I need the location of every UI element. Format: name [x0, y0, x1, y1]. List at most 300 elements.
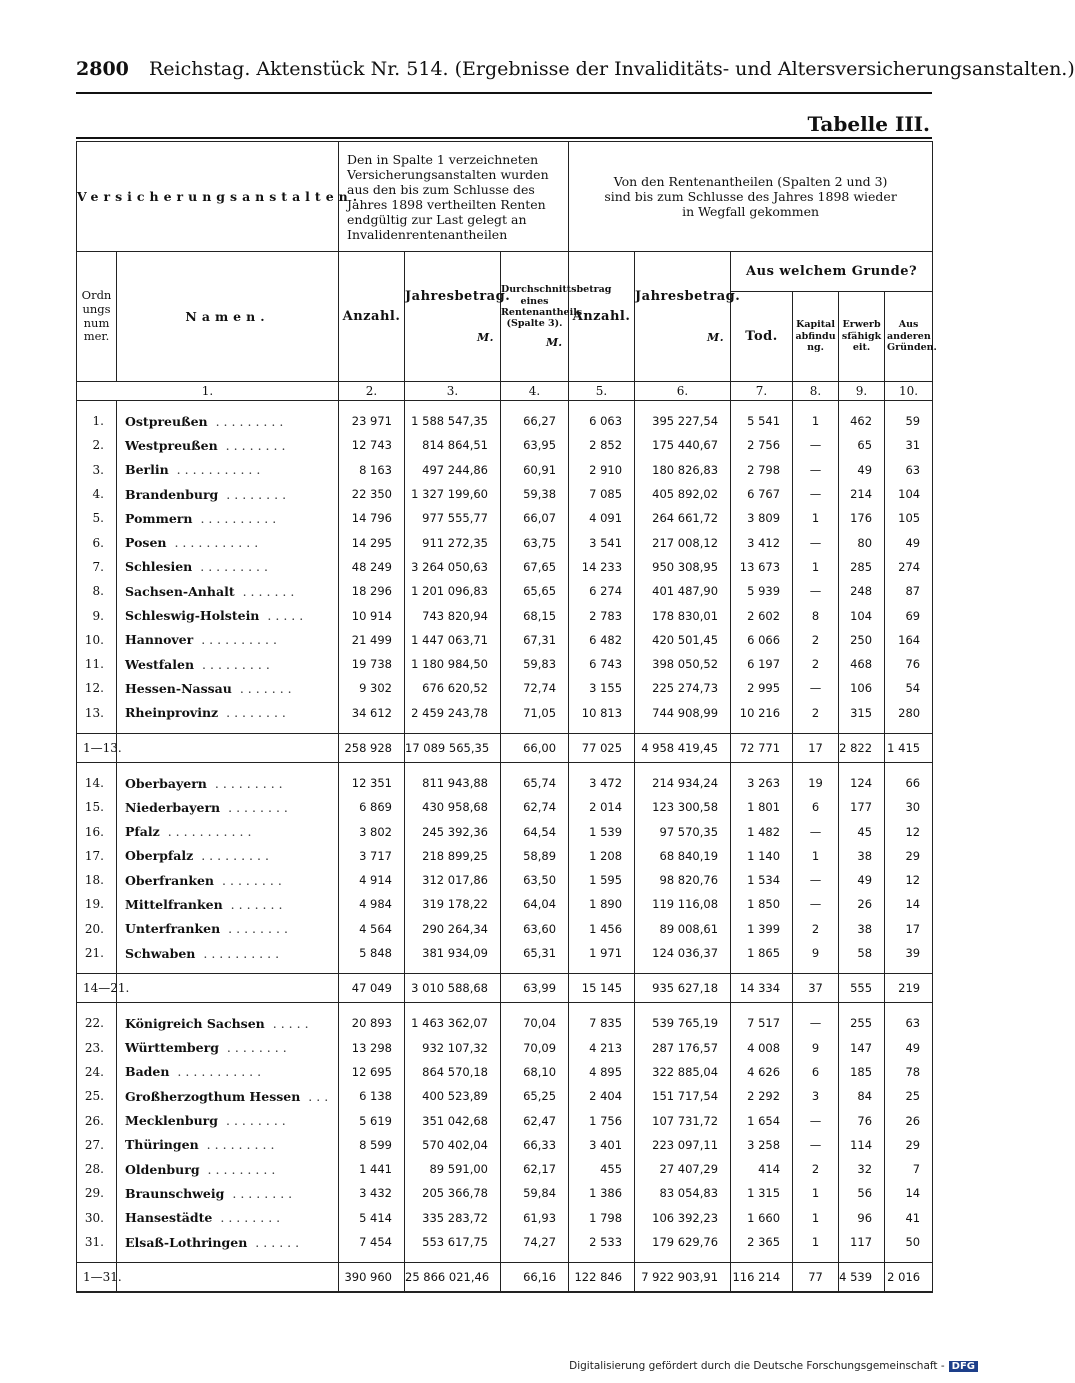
institution-name [117, 555, 339, 579]
cell-anzahl: 12 351 [339, 771, 405, 795]
cell-erwerb: 49 [839, 458, 885, 482]
cell-durchschnitt: 63,95 [501, 433, 569, 457]
subtotal-anzahl: 390 960 [339, 1263, 405, 1293]
subtotal-betrag2: 4 958 419,45 [635, 733, 731, 762]
cell-erwerb: 462 [839, 409, 885, 433]
spacer-cell [839, 965, 885, 974]
subtotal-anzahl2: 77 025 [569, 733, 635, 762]
cell-tod: 1 660 [731, 1206, 793, 1230]
cell-durchschnitt: 67,31 [501, 628, 569, 652]
spacer-cell [569, 965, 635, 974]
spacer-cell [117, 401, 339, 410]
institution-name-text: Unterfranken [125, 921, 221, 937]
cell-erwerb: 117 [839, 1230, 885, 1254]
subtotal-row [77, 1263, 933, 1293]
header-tod: Tod. [731, 292, 793, 382]
header-anzahl-wegfall: Anzahl. [569, 252, 635, 382]
spacer-cell [501, 965, 569, 974]
institution-name-text: Braunschweig [125, 1185, 225, 1201]
institution-name-text: Westpreußen [125, 437, 218, 453]
leader-dots: ........ [217, 437, 290, 453]
leader-dots: ....... [231, 680, 296, 696]
leader-dots: ...... [247, 1234, 304, 1250]
cell-andere: 104 [885, 482, 933, 506]
cell-durchschnitt: 66,33 [501, 1133, 569, 1157]
cell-durchschnitt: 63,75 [501, 530, 569, 554]
cell-betrag2: 178 830,01 [635, 603, 731, 627]
running-head [76, 58, 1075, 88]
table-row [77, 868, 933, 892]
cell-betrag2: 83 054,83 [635, 1181, 731, 1205]
table-row [77, 676, 933, 700]
spacer-cell [569, 401, 635, 410]
subtotal-betrag: 17 089 565,35 [405, 733, 501, 762]
cell-kapital: 19 [793, 771, 839, 795]
cell-durchschnitt: 64,54 [501, 819, 569, 843]
institution-name [117, 819, 339, 843]
spacer-cell [731, 401, 793, 410]
cell-durchschnitt: 65,31 [501, 941, 569, 965]
cell-tod: 2 756 [731, 433, 793, 457]
institution-name [117, 1060, 339, 1084]
cell-anzahl2: 1 208 [569, 844, 635, 868]
cell-kapital: — [793, 892, 839, 916]
spacer-cell [339, 1003, 405, 1012]
spacer-cell [117, 965, 339, 974]
institution-name-text: Oberfranken [125, 872, 215, 888]
cell-tod: 1 482 [731, 819, 793, 843]
cell-andere: 17 [885, 917, 933, 941]
cell-andere: 54 [885, 676, 933, 700]
spacer-cell [501, 762, 569, 771]
leader-dots: ........... [168, 462, 265, 478]
cell-anzahl: 8 599 [339, 1133, 405, 1157]
institution-name-text: Königreich Sachsen [125, 1015, 265, 1031]
spacer-cell [339, 762, 405, 771]
spacer-cell [885, 401, 933, 410]
cell-anzahl2: 3 401 [569, 1133, 635, 1157]
row-number: 22. [77, 1011, 117, 1035]
leader-dots: ........ [218, 1113, 290, 1129]
cell-kapital: 2 [793, 917, 839, 941]
row-number: 24. [77, 1060, 117, 1084]
group-spacer [77, 965, 933, 974]
cell-anzahl: 9 302 [339, 676, 405, 700]
cell-tod: 3 412 [731, 530, 793, 554]
cell-anzahl: 3 432 [339, 1181, 405, 1205]
institution-name-text: Oberpfalz [125, 848, 194, 864]
institution-name-text: Schleswig-Holstein [125, 608, 260, 624]
cell-durchschnitt: 68,15 [501, 603, 569, 627]
spacer-cell [793, 965, 839, 974]
column-number: 5. [569, 382, 635, 401]
cell-andere: 26 [885, 1108, 933, 1132]
row-number: 11. [77, 652, 117, 676]
row-number: 1. [77, 409, 117, 433]
table-row [77, 1060, 933, 1084]
institution-name-text: Westfalen [125, 656, 195, 672]
subtotal-range: 1—13. [77, 733, 117, 762]
row-number: 18. [77, 868, 117, 892]
institution-name [117, 1157, 339, 1181]
cell-betrag: 497 244,86 [405, 458, 501, 482]
subtotal-anzahl2: 15 145 [569, 974, 635, 1003]
cell-anzahl: 6 138 [339, 1084, 405, 1108]
table-row [77, 530, 933, 554]
cell-betrag: 1 447 063,71 [405, 628, 501, 652]
cell-andere: 49 [885, 1036, 933, 1060]
spacer-cell [77, 401, 117, 410]
cell-kapital: — [793, 530, 839, 554]
subtotal-kapital: 37 [793, 974, 839, 1003]
subtotal-anzahl2: 122 846 [569, 1263, 635, 1293]
table-row [77, 482, 933, 506]
cell-anzahl: 5 619 [339, 1108, 405, 1132]
cell-durchschnitt: 65,25 [501, 1084, 569, 1108]
cell-erwerb: 49 [839, 868, 885, 892]
leader-dots: ..... [259, 608, 308, 624]
cell-andere: 12 [885, 868, 933, 892]
institution-name [117, 652, 339, 676]
cell-betrag: 811 943,88 [405, 771, 501, 795]
institution-name-text: Mecklenburg [125, 1113, 219, 1129]
leader-dots: ....... [234, 583, 299, 599]
cell-betrag: 3 264 050,63 [405, 555, 501, 579]
column-number: 8. [793, 382, 839, 401]
cell-kapital: 2 [793, 652, 839, 676]
leader-dots: ..... [264, 1015, 313, 1031]
spacer-cell [793, 762, 839, 771]
row-number: 6. [77, 530, 117, 554]
spacer-cell [405, 725, 501, 734]
spacer-cell [569, 725, 635, 734]
cell-tod: 3 809 [731, 506, 793, 530]
spacer-cell [793, 725, 839, 734]
cell-andere: 12 [885, 819, 933, 843]
cell-andere: 78 [885, 1060, 933, 1084]
cell-betrag2: 405 892,02 [635, 482, 731, 506]
row-number: 12. [77, 676, 117, 700]
institution-name-text: Sachsen-Anhalt [125, 583, 235, 599]
spacer-cell [731, 965, 793, 974]
cell-erwerb: 32 [839, 1157, 885, 1181]
subtotal-name-empty [117, 974, 339, 1003]
cell-anzahl2: 3 472 [569, 771, 635, 795]
spacer-cell [731, 1254, 793, 1263]
group-spacer [77, 1254, 933, 1263]
cell-durchschnitt: 59,38 [501, 482, 569, 506]
cell-tod: 414 [731, 1157, 793, 1181]
institution-name [117, 433, 339, 457]
cell-andere: 30 [885, 795, 933, 819]
cell-erwerb: 185 [839, 1060, 885, 1084]
cell-kapital: 1 [793, 1206, 839, 1230]
table-row [77, 1157, 933, 1181]
leader-dots: .......... [195, 945, 284, 961]
cell-betrag: 676 620,52 [405, 676, 501, 700]
row-number: 29. [77, 1181, 117, 1205]
cell-durchschnitt: 66,07 [501, 506, 569, 530]
table-row [77, 433, 933, 457]
spacer-cell [501, 725, 569, 734]
cell-andere: 39 [885, 941, 933, 965]
column-number: 10. [885, 382, 933, 401]
cell-anzahl: 5 848 [339, 941, 405, 965]
leader-dots: ........ [218, 705, 290, 721]
table-row [77, 819, 933, 843]
spacer-cell [839, 762, 885, 771]
column-number: 1. [77, 382, 339, 401]
cell-betrag2: 217 008,12 [635, 530, 731, 554]
cell-anzahl: 20 893 [339, 1011, 405, 1035]
institution-name-text: Elsaß-Lothringen [125, 1234, 248, 1250]
cell-anzahl: 7 454 [339, 1230, 405, 1254]
cell-betrag2: 539 765,19 [635, 1011, 731, 1035]
subtotal-andere: 1 415 [885, 733, 933, 762]
cell-erwerb: 104 [839, 603, 885, 627]
header-kapitalabfindung: Kapitalabfindung. [793, 292, 839, 382]
spacer-cell [885, 725, 933, 734]
leader-dots: ........ [212, 1210, 285, 1226]
cell-anzahl: 19 738 [339, 652, 405, 676]
spacer-cell [569, 1254, 635, 1263]
spacer-cell [635, 762, 731, 771]
cell-betrag: 1 588 547,35 [405, 409, 501, 433]
header-anzahl: Anzahl. [339, 252, 405, 382]
cell-andere: 63 [885, 458, 933, 482]
cell-erwerb: 285 [839, 555, 885, 579]
cell-betrag: 351 042,68 [405, 1108, 501, 1132]
institution-name [117, 1011, 339, 1035]
cell-durchschnitt: 62,74 [501, 795, 569, 819]
cell-betrag: 430 958,68 [405, 795, 501, 819]
cell-durchschnitt: 62,17 [501, 1157, 569, 1181]
row-number: 8. [77, 579, 117, 603]
row-number: 2. [77, 433, 117, 457]
leader-dots: ........ [224, 1185, 297, 1201]
cell-anzahl2: 1 798 [569, 1206, 635, 1230]
cell-andere: 76 [885, 652, 933, 676]
leader-dots: ........ [218, 486, 291, 502]
institution-name-text: Oberbayern [125, 775, 207, 791]
cell-durchschnitt: 70,09 [501, 1036, 569, 1060]
credit-text: Digitalisierung gefördert durch die Deutsche Forschungsgemeinschaft - [569, 1360, 945, 1372]
row-number: 7. [77, 555, 117, 579]
spacer-cell [405, 965, 501, 974]
cell-betrag: 1 201 096,83 [405, 579, 501, 603]
cell-tod: 2 798 [731, 458, 793, 482]
cell-tod: 13 673 [731, 555, 793, 579]
subtotal-durchschnitt: 66,16 [501, 1263, 569, 1293]
cell-erwerb: 248 [839, 579, 885, 603]
spacer-cell [405, 762, 501, 771]
cell-erwerb: 214 [839, 482, 885, 506]
cell-kapital: — [793, 579, 839, 603]
cell-anzahl2: 4 213 [569, 1036, 635, 1060]
cell-anzahl: 3 717 [339, 844, 405, 868]
institution-name-text: Hessen-Nassau [125, 680, 232, 696]
institution-name-text: Mittelfranken [125, 896, 223, 912]
leader-dots: ....... [222, 896, 287, 912]
spacer-cell [839, 401, 885, 410]
header-durchschnitt: Durchschnittsbetrag eines Rentenantheils (Spalte 3). M. [501, 252, 569, 382]
page-number: 2800 [76, 58, 129, 80]
institution-name [117, 506, 339, 530]
cell-anzahl: 8 163 [339, 458, 405, 482]
table-row [77, 771, 933, 795]
subtotal-name-empty [117, 1263, 339, 1293]
leader-dots: ......... [199, 1161, 280, 1177]
cell-erwerb: 177 [839, 795, 885, 819]
cell-erwerb: 96 [839, 1206, 885, 1230]
cell-betrag2: 420 501,45 [635, 628, 731, 652]
cell-betrag2: 287 176,57 [635, 1036, 731, 1060]
cell-anzahl2: 3 155 [569, 676, 635, 700]
institution-name [117, 603, 339, 627]
cell-betrag2: 107 731,72 [635, 1108, 731, 1132]
row-number: 28. [77, 1157, 117, 1181]
institution-name-text: Ostpreußen [125, 413, 208, 429]
cell-andere: 29 [885, 844, 933, 868]
digitization-credit [569, 1360, 978, 1372]
cell-anzahl2: 1 595 [569, 868, 635, 892]
header-vertheilte-renten: Den in Spalte 1 verzeichneten Versicherungsanstalten wurden aus den bis zum Schlusse des Jahres 1898 vertheilten Renten endgültig zur Last gelegt an Invalidenrentenantheilen [339, 142, 569, 252]
cell-andere: 69 [885, 603, 933, 627]
cell-andere: 274 [885, 555, 933, 579]
cell-betrag: 290 264,34 [405, 917, 501, 941]
institution-name-text: Pommern [125, 510, 193, 526]
cell-kapital: — [793, 819, 839, 843]
cell-andere: 49 [885, 530, 933, 554]
spacer-cell [635, 401, 731, 410]
cell-kapital: — [793, 458, 839, 482]
cell-erwerb: 65 [839, 433, 885, 457]
spacer-cell [731, 725, 793, 734]
cell-kapital: — [793, 433, 839, 457]
unit-mark: M. [707, 330, 725, 344]
spacer-cell [117, 1003, 339, 1012]
cell-betrag: 977 555,77 [405, 506, 501, 530]
row-number: 13. [77, 701, 117, 725]
cell-anzahl2: 6 274 [569, 579, 635, 603]
cell-andere: 50 [885, 1230, 933, 1254]
subtotal-andere: 2 016 [885, 1263, 933, 1293]
cell-kapital: 2 [793, 701, 839, 725]
spacer-cell [339, 1254, 405, 1263]
cell-betrag: 1 180 984,50 [405, 652, 501, 676]
cell-kapital: 1 [793, 555, 839, 579]
cell-betrag: 743 820,94 [405, 603, 501, 627]
row-number: 17. [77, 844, 117, 868]
cell-betrag: 2 459 243,78 [405, 701, 501, 725]
row-number: 31. [77, 1230, 117, 1254]
cell-durchschnitt: 63,60 [501, 917, 569, 941]
cell-betrag2: 27 407,29 [635, 1157, 731, 1181]
institution-name-text: Berlin [125, 462, 169, 478]
group-spacer [77, 762, 933, 771]
institution-name-text: Niederbayern [125, 799, 221, 815]
cell-durchschnitt: 74,27 [501, 1230, 569, 1254]
subtotal-betrag: 25 866 021,46 [405, 1263, 501, 1293]
cell-anzahl: 34 612 [339, 701, 405, 725]
cell-betrag2: 401 487,90 [635, 579, 731, 603]
institution-name [117, 892, 339, 916]
spacer-cell [501, 401, 569, 410]
header-versicherungsanstalten: Versicherungsanstalten. [77, 142, 339, 252]
row-number: 25. [77, 1084, 117, 1108]
cell-kapital: — [793, 1108, 839, 1132]
cell-betrag: 1 463 362,07 [405, 1011, 501, 1035]
institution-name [117, 458, 339, 482]
cell-anzahl2: 1 456 [569, 917, 635, 941]
table-row [77, 1108, 933, 1132]
cell-kapital: 2 [793, 628, 839, 652]
row-number: 15. [77, 795, 117, 819]
table-row [77, 1011, 933, 1035]
cell-anzahl: 4 984 [339, 892, 405, 916]
cell-durchschnitt: 70,04 [501, 1011, 569, 1035]
institution-name [117, 676, 339, 700]
cell-anzahl2: 7 835 [569, 1011, 635, 1035]
cell-anzahl2: 2 533 [569, 1230, 635, 1254]
institution-name [117, 941, 339, 965]
cell-tod: 6 767 [731, 482, 793, 506]
leader-dots: ......... [192, 559, 272, 575]
spacer-cell [839, 725, 885, 734]
cell-anzahl: 5 414 [339, 1206, 405, 1230]
subtotal-erwerb: 555 [839, 974, 885, 1003]
subtotal-range: 1—31. [77, 1263, 117, 1293]
institution-name-text: Oldenburg [125, 1161, 200, 1177]
subtotal-betrag2: 7 922 903,91 [635, 1263, 731, 1293]
group-spacer [77, 1003, 933, 1012]
cell-erwerb: 38 [839, 844, 885, 868]
cell-betrag: 335 283,72 [405, 1206, 501, 1230]
spacer-cell [405, 1254, 501, 1263]
cell-durchschnitt: 59,84 [501, 1181, 569, 1205]
cell-kapital: 3 [793, 1084, 839, 1108]
cell-erwerb: 80 [839, 530, 885, 554]
cell-betrag2: 744 908,99 [635, 701, 731, 725]
institution-name [117, 1206, 339, 1230]
cell-anzahl: 1 441 [339, 1157, 405, 1181]
cell-anzahl2: 455 [569, 1157, 635, 1181]
cell-betrag2: 264 661,72 [635, 506, 731, 530]
spacer-cell [77, 762, 117, 771]
table-row [77, 652, 933, 676]
cell-durchschnitt: 67,65 [501, 555, 569, 579]
cell-durchschnitt: 72,74 [501, 676, 569, 700]
cell-durchschnitt: 66,27 [501, 409, 569, 433]
table-row [77, 1133, 933, 1157]
unit-mark: M. [546, 335, 563, 349]
cell-anzahl2: 1 386 [569, 1181, 635, 1205]
cell-anzahl2: 4 091 [569, 506, 635, 530]
cell-kapital: — [793, 1133, 839, 1157]
cell-betrag: 319 178,22 [405, 892, 501, 916]
cell-kapital: 8 [793, 603, 839, 627]
cell-tod: 6 066 [731, 628, 793, 652]
leader-dots: ......... [193, 848, 273, 864]
table-row [77, 701, 933, 725]
spacer-cell [731, 1003, 793, 1012]
cell-anzahl2: 2 404 [569, 1084, 635, 1108]
leader-dots: ........ [218, 1040, 291, 1056]
institution-name [117, 409, 339, 433]
cell-anzahl: 48 249 [339, 555, 405, 579]
subtotal-row [77, 733, 933, 762]
cell-durchschnitt: 68,10 [501, 1060, 569, 1084]
